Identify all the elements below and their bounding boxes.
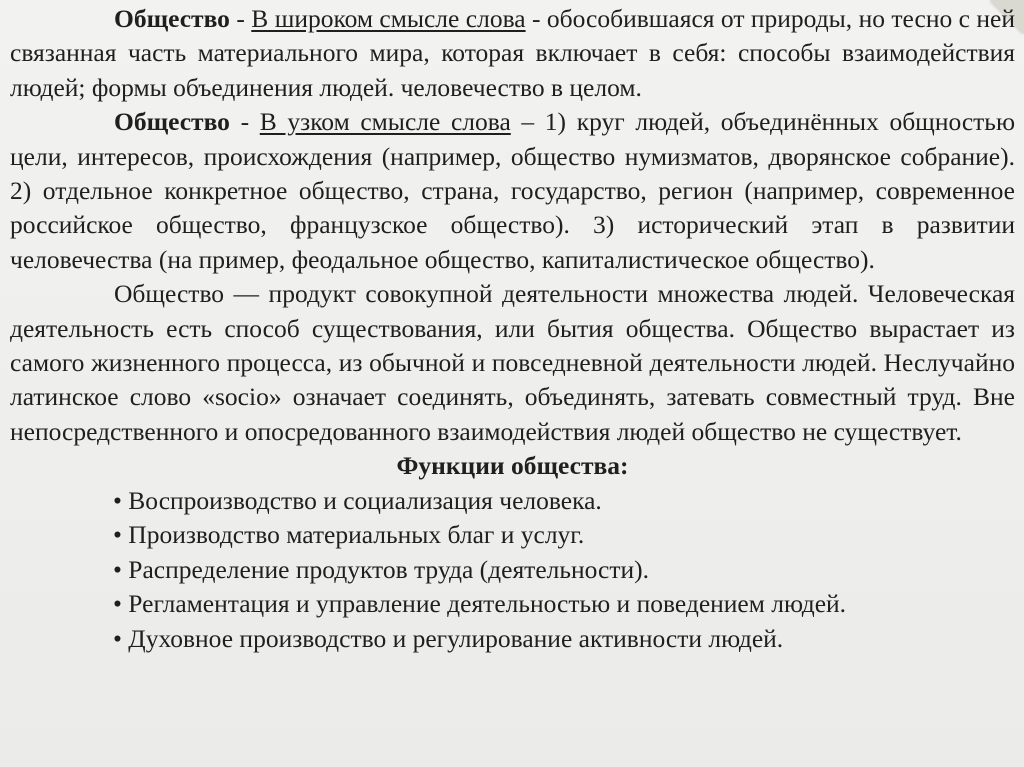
slide-content (10, 2, 1015, 657)
paragraph-society-product: Общество — продукт совокупной деятельности множества людей. Человеческая деятельность есть способ существования, или бытия общества. Общество вырастает из самого жизненного процесса, из обычной и повседневной деятельности людей. Неслучайно латинское слово «socio» означает соединять, объединять, затевать совместный труд. Вне непосредственного и опосредованного взаимодействия людей общество не существует. (10, 279, 1015, 446)
list-item: • Воспроизводство и социализация человека. (113, 485, 602, 515)
list-item: • Регламентация и управление деятельностью и поведением людей. (113, 589, 847, 619)
dash: - (229, 4, 252, 33)
term-society: Общество (114, 4, 230, 33)
paragraph-broad-definition (10, 2, 1015, 105)
list-item: • Производство материальных благ и услуг. (113, 520, 585, 550)
functions-title: Функции общества: (396, 451, 629, 481)
list-item: • Духовное производство и регулирование активности людей. (113, 624, 784, 654)
list-item: • Распределение продуктов труда (деятельности). (113, 554, 649, 584)
dash: - (229, 107, 260, 137)
narrow-sense-phrase: В узком смысле слова (259, 107, 511, 137)
functions-list (10, 484, 1015, 657)
paragraph-narrow-definition (10, 105, 1015, 277)
broad-sense-phrase: В широком смысле слова (251, 4, 526, 33)
narrow-definition-text: – 1) круг людей, объединённых общностью цели, интересов, происхождения (например, общество нумизматов, дворянское собрание). 2) отдельное конкретное общество, страна, государство, регион (например, современное российское общество, французское общество). 3) исторический этап в развитии человечества (на пример, феодальное общество, капиталистическое общество). (10, 107, 1015, 274)
term-society: Общество (114, 107, 230, 137)
broad-definition-text: - обособившаяся от природы, но тесно с ней связанная часть материального мира, которая включает в себя: способы взаимодействия людей; формы объединения людей. человечество в целом. (10, 4, 1015, 102)
